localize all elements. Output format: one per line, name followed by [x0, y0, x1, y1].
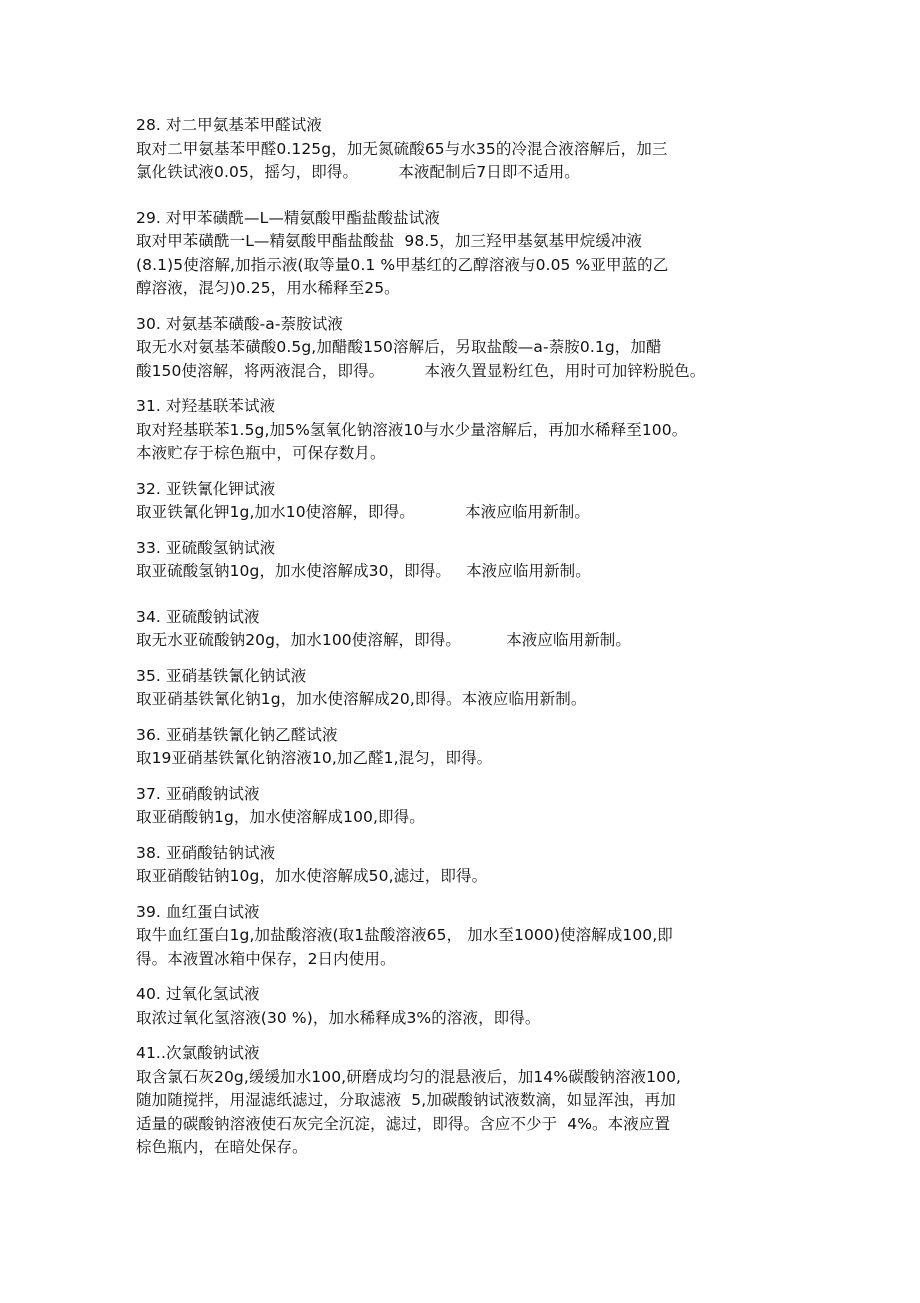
- entry-text-line: 酸150使溶解，将两液混合，即得。 本液久置显粉红色，用时可加锌粉脱色。: [136, 361, 706, 380]
- entry-text-line: 取含氯石灰20g,缓缓加水100,研磨成均匀的混悬液后，加14%碳酸钠溶液100,: [136, 1067, 682, 1086]
- entry-text-line: 取无水对氨基苯磺酸0.5g,加醋酸150溶解后，另取盐酸—a-萘胺0.1g，加醋: [136, 338, 662, 356]
- entry-title: 38. 亚硝酸钴钠试液: [136, 843, 276, 862]
- entry-title: 32. 亚铁氰化钾试液: [136, 479, 276, 498]
- entry-32: [136, 478, 748, 525]
- entry-title: 41..次氯酸钠试液: [136, 1044, 260, 1062]
- entry-31: [136, 395, 748, 466]
- entry-28: [136, 114, 748, 185]
- entry-33: [136, 537, 748, 584]
- entry-text-line: 取对二甲氨基苯甲醛0.125g，加无氮硫酸65与水35的冷混合液溶解后，加三: [136, 139, 668, 158]
- entry-text-line: 取亚硝基铁氰化钠1g，加水使溶解成20,即得。本液应临用新制。: [136, 690, 587, 708]
- entry-41: [136, 1042, 748, 1160]
- entry-29: [136, 207, 748, 301]
- entry-text-line: 适量的碳酸钠溶液使石灰完全沉淀，滤过，即得。含应不少于 4%。本液应置: [136, 1114, 671, 1133]
- entry-title: 33. 亚硫酸氢钠试液: [136, 538, 276, 557]
- entry-title: 36. 亚硝基铁氰化钠乙醛试液: [136, 725, 338, 744]
- document-page: [136, 114, 748, 1160]
- entry-text-line: 取亚硝酸钴钠10g，加水使溶解成50,滤过，即得。: [136, 867, 488, 885]
- entry-title: 30. 对氨基苯磺酸-a-萘胺试液: [136, 314, 343, 333]
- entry-text-line: 取亚硫酸氢钠10g，加水使溶解成30，即得。 本液应临用新制。: [136, 562, 591, 580]
- entry-text-line: 本液贮存于棕色瓶中，可保存数月。: [136, 444, 386, 462]
- entry-title: 31. 对羟基联苯试液: [136, 397, 276, 415]
- entry-text-line: 醇溶液，混匀)0.25，用水稀释至25。: [136, 279, 400, 297]
- entry-text-line: 取亚硝酸钠1g，加水使溶解成100,即得。: [136, 808, 425, 826]
- entry-text-line: (8.1)5使溶解,加指示液(取等量0.1 %甲基红的乙醇溶液与0.05 %亚甲蓝的乙: [136, 255, 669, 274]
- entry-35: [136, 665, 748, 712]
- entry-40: [136, 983, 748, 1030]
- entry-title: 29. 对甲苯磺酰—L—精氨酸甲酯盐酸盐试液: [136, 208, 440, 227]
- entry-text-line: 棕色瓶内，在暗处保存。: [136, 1138, 308, 1156]
- entry-text-line: 取对羟基联苯1.5g,加5%氢氧化钠溶液10与水少量溶解后，再加水稀释至100。: [136, 420, 688, 439]
- entry-text-line: 得。本液置冰箱中保存，2日内使用。: [136, 949, 396, 968]
- entry-38: [136, 842, 748, 889]
- entry-39: [136, 901, 748, 972]
- entry-title: 28. 对二甲氨基苯甲醛试液: [136, 116, 322, 134]
- entry-title: 37. 亚硝酸钠试液: [136, 784, 260, 803]
- entry-30: [136, 313, 748, 384]
- entry-34: [136, 606, 748, 653]
- entry-text-line: 取对甲苯磺酰一L—精氨酸甲酯盐酸盐 98.5，加三羟甲基氨基甲烷缓冲液: [136, 232, 643, 250]
- entry-title: 39. 血红蛋白试液: [136, 902, 260, 921]
- entry-text-line: 随加随搅拌，用湿滤纸滤过，分取滤液 5,加碳酸钠试液数滴，如显浑浊，再加: [136, 1091, 676, 1109]
- entry-text-line: 取浓过氧化氢溶液(30 %)，加水稀释成3%的溶液，即得。: [136, 1008, 541, 1027]
- entry-title: 40. 过氧化氢试液: [136, 985, 260, 1003]
- entry-text-line: 氯化铁试液0.05，摇匀，即得。 本液配制后7日即不适用。: [136, 163, 580, 181]
- entry-title: 35. 亚硝基铁氰化钠试液: [136, 666, 307, 685]
- entry-text-line: 取无水亚硫酸钠20g，加水100使溶解，即得。 本液应临用新制。: [136, 631, 631, 649]
- entry-text-line: 取牛血红蛋白1g,加盐酸溶液(取1盐酸溶液65， 加水至1000)使溶解成100,即: [136, 926, 673, 944]
- entry-37: [136, 783, 748, 830]
- entry-36: [136, 724, 748, 771]
- entry-title: 34. 亚硫酸钠试液: [136, 607, 260, 626]
- entry-text-line: 取19亚硝基铁氰化钠溶液10,加乙醛1,混匀，即得。: [136, 749, 493, 767]
- entry-text-line: 取亚铁氰化钾1g,加水10使溶解，即得。 本液应临用新制。: [136, 503, 590, 521]
